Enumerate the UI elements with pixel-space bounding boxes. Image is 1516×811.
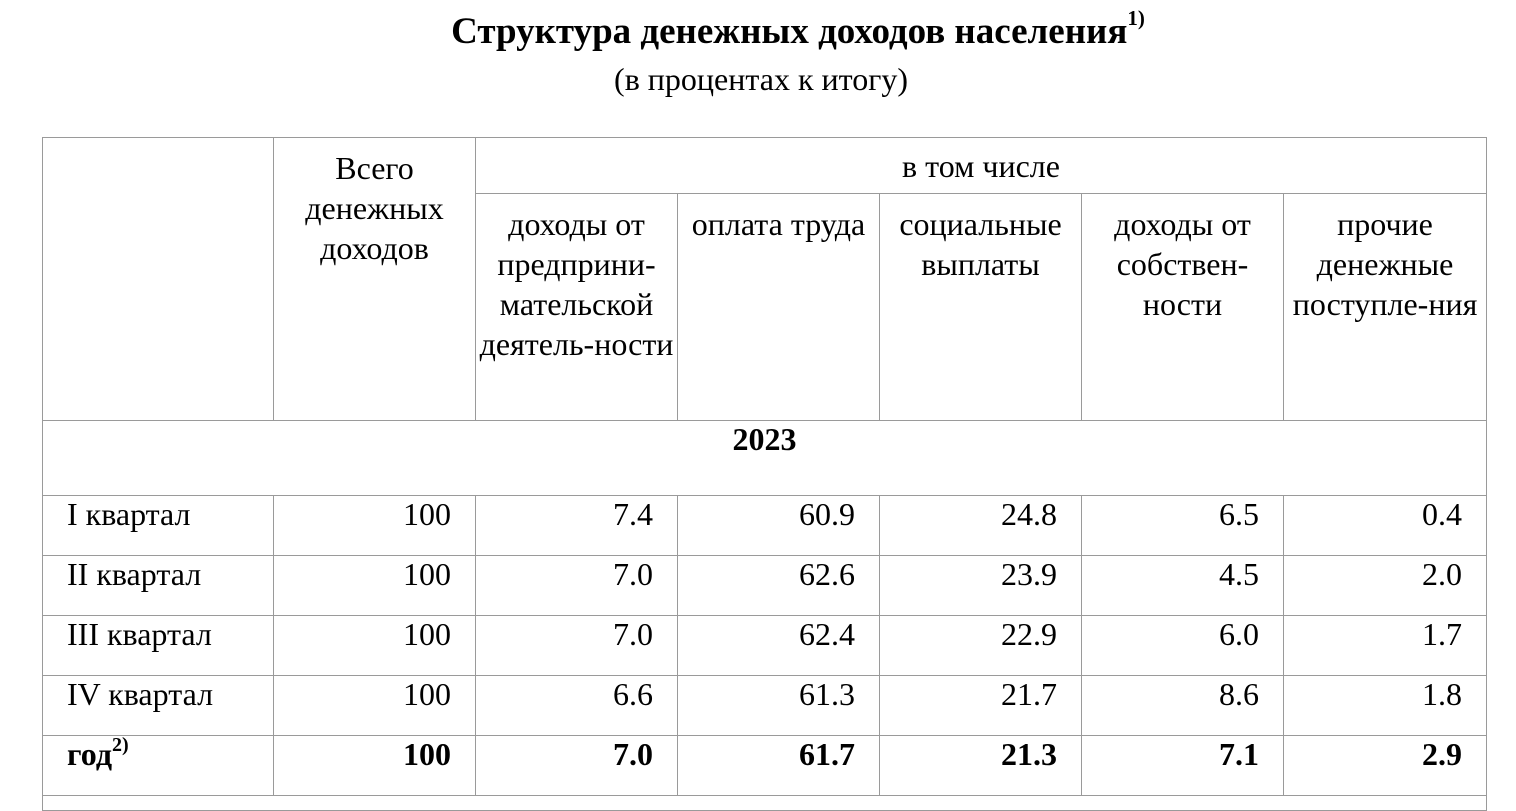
cell-property: 4.5 [1082,556,1284,616]
cell-total: 100 [274,676,476,736]
cell-business: 7.4 [476,496,678,556]
cell-social: 21.3 [880,736,1082,796]
cell-other: 2.0 [1284,556,1487,616]
cell-property: 6.0 [1082,616,1284,676]
cell-social: 22.9 [880,616,1082,676]
cell-wages: 61.7 [678,736,880,796]
cell-business: 7.0 [476,556,678,616]
cell-other: 0.4 [1284,496,1487,556]
cell-social: 23.9 [880,556,1082,616]
year-row [43,421,1487,496]
year-label: 2023 [43,421,1487,496]
header-other-receipts: прочие денежные поступле-ния [1284,194,1487,421]
title-text: Структура денежных доходов населения [451,11,1128,52]
cell-wages: 62.6 [678,556,880,616]
annual-row-label [43,736,274,796]
cell-total: 100 [274,616,476,676]
header-corner-cell [43,138,274,421]
cell-property: 7.1 [1082,736,1284,796]
row-label: I квартал [43,496,274,556]
annual-footnote-mark: 2) [112,734,129,756]
header-business-income: доходы от предприни-мательской деятель-ности [476,194,678,421]
cell-total: 100 [274,556,476,616]
table-row [43,616,1487,676]
header-property-income: доходы от собствен-ности [1082,194,1284,421]
cell-other: 2.9 [1284,736,1487,796]
income-structure-table [42,137,1487,811]
annual-label-text: год [67,736,112,772]
cell-property: 6.5 [1082,496,1284,556]
table-continuation [43,796,1487,811]
cell-wages: 62.4 [678,616,880,676]
header-row-top [43,138,1487,194]
cell-property: 8.6 [1082,676,1284,736]
header-including: в том числе [476,138,1487,194]
table-row [43,676,1487,736]
table-continuation-cell [43,796,1487,811]
cell-other: 1.7 [1284,616,1487,676]
row-label: IV квартал [43,676,274,736]
cell-business: 7.0 [476,616,678,676]
cell-total: 100 [274,736,476,796]
row-label: III квартал [43,616,274,676]
cell-business: 7.0 [476,736,678,796]
cell-other: 1.8 [1284,676,1487,736]
title-footnote-mark: 1) [1127,6,1145,30]
cell-social: 21.7 [880,676,1082,736]
table-row [43,556,1487,616]
cell-total: 100 [274,496,476,556]
cell-social: 24.8 [880,496,1082,556]
cell-wages: 60.9 [678,496,880,556]
header-total-income: Всего денежных доходов [274,138,476,421]
page-subtitle: (в процентах к итогу) [614,61,908,97]
cell-business: 6.6 [476,676,678,736]
header-social-payments: социальные выплаты [880,194,1082,421]
annual-row [43,736,1487,796]
table-row [43,496,1487,556]
page-title [0,6,1516,54]
cell-wages: 61.3 [678,676,880,736]
row-label: II квартал [43,556,274,616]
header-wages: оплата труда [678,194,880,421]
